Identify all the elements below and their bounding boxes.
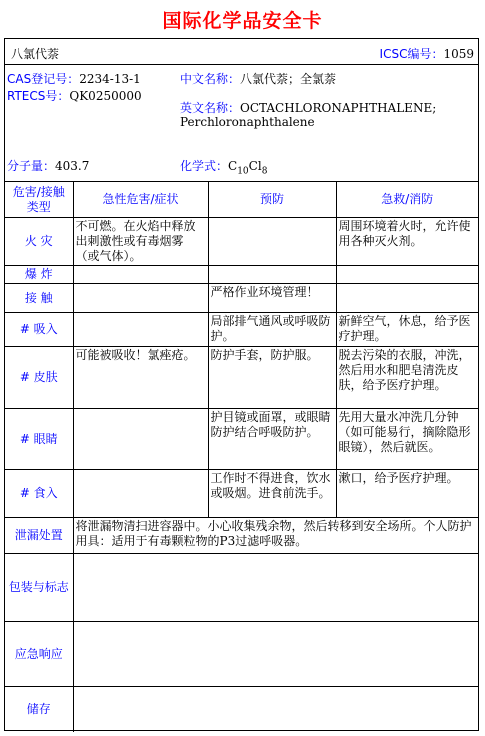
table-row: [5, 687, 478, 732]
formula-c: C: [228, 159, 238, 173]
col-header-prevention: 预防: [208, 182, 336, 218]
substance-name: 八氯代萘: [11, 47, 60, 61]
skin-firstaid: 脱去污染的衣服，冲洗，然后用水和肥皂清洗皮肤，给予医疗护理。: [336, 347, 478, 409]
explosion-acute: [73, 266, 208, 284]
table-header-row: [5, 182, 478, 218]
cas-number: [7, 70, 141, 87]
fire-firstaid: 周围环境着火时，允许使用各种灭火剂。: [336, 218, 478, 266]
icsc-value: 1059: [443, 47, 474, 61]
leak-text: 将泄漏物清扫进容器中。小心收集残余物，然后转移到安全场所。个人防护用具：适用于有毒颗粒物的P3过滤呼吸器。: [73, 518, 478, 554]
row-label-skin: # 皮肤: [5, 347, 73, 409]
chemical-formula: [180, 157, 267, 176]
table-row: [5, 409, 478, 470]
eyes-acute: [73, 409, 208, 470]
en-name-label: 英文名称：: [180, 101, 241, 115]
en-name-line1: OCTACHLORONAPHTHALENE;: [240, 101, 437, 115]
cas-label: CAS登记号：: [7, 72, 80, 86]
col-header-type: 危害/接触类型: [5, 182, 73, 218]
section-label-leak: 泄漏处置: [5, 518, 73, 554]
row-label-explosion: 爆 炸: [5, 266, 73, 284]
skin-acute: 可能被吸收！氯痤疮。: [73, 347, 208, 409]
ingestion-firstaid: 漱口，给予医疗护理。: [336, 470, 478, 518]
table-row: [5, 266, 478, 284]
fire-acute: 不可燃。在火焰中释放出刺激性或有毒烟雾（或气体）。: [73, 218, 208, 266]
card-header: [5, 39, 478, 65]
eyes-firstaid: 先用大量水冲洗几分钟（如可能易行，摘除隐形眼镜），然后就医。: [336, 409, 478, 470]
explosion-prevention: [208, 266, 336, 284]
table-row: [5, 622, 478, 687]
contact-prevention: 严格作业环境管理！: [208, 284, 336, 313]
contact-firstaid: [336, 284, 478, 313]
ingestion-acute: [73, 470, 208, 518]
card-title: 国际化学品安全卡: [162, 10, 323, 32]
formula-cl: Cl: [248, 159, 262, 173]
eyes-prevention: 护目镜或面罩，或眼睛防护结合呼吸防护。: [208, 409, 336, 470]
table-row: [5, 347, 478, 409]
icsc-number: [380, 45, 474, 62]
emergency-text: [73, 622, 478, 687]
icsc-label: ICSC编号：: [379, 47, 444, 61]
inhalation-firstaid: 新鲜空气，休息，给予医疗护理。: [336, 313, 478, 347]
table-row: [5, 284, 478, 313]
explosion-firstaid: [336, 266, 478, 284]
inhalation-acute: [73, 313, 208, 347]
molecular-weight: [7, 157, 89, 174]
section-label-storage: 储存: [5, 687, 73, 732]
cn-name-value: 八氯代萘；全氯萘: [240, 72, 337, 86]
mw-value: 403.7: [55, 159, 90, 173]
skin-prevention: 防护手套，防护服。: [208, 347, 336, 409]
ingestion-prevention: 工作时不得进食，饮水或吸烟。进食前洗手。: [208, 470, 336, 518]
formula-label: 化学式：: [180, 159, 229, 173]
row-label-contact: 接 触: [5, 284, 73, 313]
packaging-text: [73, 554, 478, 622]
row-label-eyes: # 眼睛: [5, 409, 73, 470]
storage-text: [73, 687, 478, 732]
chinese-name: [180, 70, 336, 87]
formula-c-sub: 10: [237, 166, 249, 177]
rtecs-label: RTECS号：: [7, 89, 70, 103]
row-label-inhalation: # 吸入: [5, 313, 73, 347]
section-label-packaging: 包装与标志: [5, 554, 73, 622]
cas-value: 2234-13-1: [79, 72, 141, 86]
identification-block: [5, 65, 478, 182]
rtecs-value: QK0250000: [69, 89, 142, 103]
mw-label: 分子量：: [7, 159, 56, 173]
table-row: [5, 518, 478, 554]
safety-card: [4, 38, 479, 731]
row-label-ingestion: # 食入: [5, 470, 73, 518]
section-label-emergency: 应急响应: [5, 622, 73, 687]
table-row: [5, 313, 478, 347]
rtecs-number: [7, 87, 142, 104]
formula-cl-sub: 8: [261, 166, 268, 177]
cn-name-label: 中文名称：: [180, 72, 241, 86]
col-header-acute: 急性危害/症状: [73, 182, 208, 218]
inhalation-prevention: 局部排气通风或呼吸防护。: [208, 313, 336, 347]
contact-acute: [73, 284, 208, 313]
table-row: [5, 554, 478, 622]
col-header-firstaid: 急救/消防: [336, 182, 478, 218]
hazard-table: [5, 181, 478, 732]
table-row: [5, 470, 478, 518]
fire-prevention: [208, 218, 336, 266]
english-name: [180, 99, 436, 116]
table-row: [5, 218, 478, 266]
en-name-line2: Perchloronaphthalene: [180, 115, 315, 129]
row-label-fire: 火 灾: [5, 218, 73, 266]
